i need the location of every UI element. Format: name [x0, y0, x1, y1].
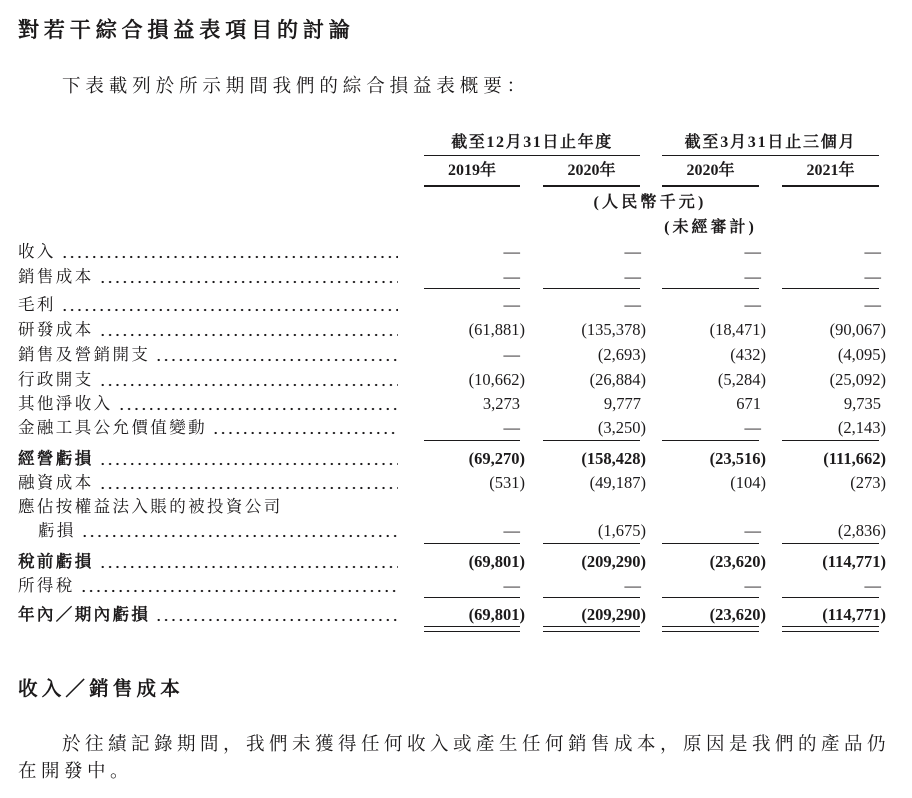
row-value: (69,801) — [468, 605, 525, 624]
row-value: (2,143) — [837, 418, 886, 437]
row-value: — — [744, 418, 761, 437]
row-value: — — [624, 295, 641, 314]
rule-segment — [782, 597, 879, 598]
rule-segment — [662, 597, 759, 598]
period-header-quarterly: 截至3月31日止三個月 — [684, 134, 857, 151]
dot-leader — [79, 519, 398, 543]
row-value: (3,250) — [597, 418, 646, 437]
row-value: (69,801) — [468, 552, 525, 571]
row-value: (23,620) — [709, 552, 766, 571]
row-value: — — [503, 295, 520, 314]
year-header-rule — [782, 185, 879, 187]
row-value: — — [744, 521, 761, 540]
row-value: (135,378) — [581, 320, 646, 339]
table-row — [0, 392, 912, 416]
subtotal-rule — [0, 543, 912, 549]
row-value: 9,735 — [843, 394, 881, 413]
row-value: 3,273 — [482, 394, 520, 413]
row-value: (23,516) — [709, 449, 766, 468]
row-label: 銷售成本 — [18, 267, 94, 286]
row-label-cell — [18, 471, 398, 495]
row-label: 其他淨收入 — [18, 394, 113, 413]
row-label: 金融工具公允價值變動 — [18, 418, 207, 437]
row-label: 研發成本 — [18, 320, 94, 339]
row-value: (158,428) — [581, 449, 646, 468]
dot-leader — [210, 416, 398, 440]
rule-segment — [782, 288, 879, 289]
rule-segment — [662, 626, 759, 632]
row-label-cell — [18, 265, 398, 289]
year-header: 2020年 — [686, 162, 735, 179]
row-value: (69,270) — [468, 449, 525, 468]
row-label: 銷售及營銷開支 — [18, 345, 151, 364]
dot-leader — [116, 392, 399, 416]
row-label-cell — [18, 495, 398, 519]
row-value: (25,092) — [829, 370, 886, 389]
rule-segment — [424, 543, 520, 544]
row-label-cell — [18, 240, 398, 264]
row-value: (114,771) — [822, 605, 886, 624]
dot-leader — [97, 471, 398, 495]
row-value: (90,067) — [829, 320, 886, 339]
table-row — [0, 519, 912, 543]
row-value: (209,290) — [581, 552, 646, 571]
row-value: — — [503, 267, 520, 286]
row-label-cell — [18, 603, 398, 627]
table-row-label-line — [0, 495, 912, 519]
row-label-cell — [18, 447, 398, 471]
dot-leader — [97, 550, 398, 574]
row-label-cell — [18, 574, 398, 598]
row-value: (23,620) — [709, 605, 766, 624]
row-label-cell — [18, 416, 398, 440]
unaudited-note: (未經審計) — [664, 219, 757, 236]
row-label: 毛利 — [18, 295, 56, 314]
table-row — [0, 471, 912, 495]
rule-segment — [543, 626, 640, 632]
table-row — [0, 416, 912, 440]
currency-unit-note: (人民幣千元) — [593, 194, 707, 211]
period-header-annual: 截至12月31日止年度 — [451, 134, 613, 151]
row-value: (61,881) — [468, 320, 525, 339]
row-value: (273) — [850, 473, 886, 492]
row-label-cell — [38, 519, 398, 543]
row-value: — — [624, 267, 641, 286]
table-row — [0, 368, 912, 392]
row-value: (531) — [489, 473, 525, 492]
row-value: (49,187) — [589, 473, 646, 492]
row-value: (209,290) — [581, 605, 646, 624]
row-label: 收入 — [18, 242, 56, 261]
rule-segment — [782, 440, 879, 441]
table-row — [0, 574, 912, 598]
row-value: — — [744, 576, 761, 595]
table-row — [0, 318, 912, 342]
row-label: 年內／期內虧損 — [18, 605, 151, 624]
header-group-rule — [424, 155, 640, 156]
rule-segment — [543, 543, 640, 544]
row-label: 應佔按權益法入賬的被投資公司 — [18, 497, 283, 516]
rule-segment — [424, 597, 520, 598]
row-value: — — [624, 242, 641, 261]
intro-text: 下表載列於所示期間我們的綜合損益表概要： — [62, 77, 531, 97]
row-value: — — [744, 267, 761, 286]
dot-leader — [59, 293, 398, 317]
dot-leader — [153, 343, 398, 367]
row-value: — — [624, 576, 641, 595]
rule-segment — [662, 543, 759, 544]
row-label-cell — [18, 550, 398, 574]
table-row — [0, 343, 912, 367]
row-value: (5,284) — [717, 370, 766, 389]
subsection-heading: 收入／銷售成本 — [18, 679, 184, 700]
row-label-cell — [18, 293, 398, 317]
year-header: 2019年 — [447, 162, 496, 179]
row-value: — — [503, 576, 520, 595]
row-value: — — [503, 242, 520, 261]
table-row — [0, 265, 912, 289]
rule-segment — [782, 626, 879, 632]
row-label: 所得稅 — [18, 576, 75, 595]
total-double-rule — [0, 626, 912, 632]
row-value: — — [744, 295, 761, 314]
row-value: (2,836) — [837, 521, 886, 540]
rule-segment — [662, 288, 759, 289]
row-value: — — [864, 576, 881, 595]
row-value: — — [503, 418, 520, 437]
table-row — [0, 293, 912, 317]
table-row-subtotal — [0, 447, 912, 471]
row-value: 9,777 — [603, 394, 641, 413]
rule-segment — [782, 543, 879, 544]
row-value: — — [864, 267, 881, 286]
row-value: (114,771) — [822, 552, 886, 571]
row-value: (10,662) — [468, 370, 525, 389]
row-label: 稅前虧損 — [18, 552, 94, 571]
row-value: — — [744, 242, 761, 261]
rule-segment — [543, 597, 640, 598]
dot-leader — [97, 447, 398, 471]
row-value: (26,884) — [589, 370, 646, 389]
rule-segment — [424, 626, 520, 632]
row-label: 經營虧損 — [18, 449, 94, 468]
row-value: (18,471) — [709, 320, 766, 339]
dot-leader — [97, 265, 398, 289]
year-header: 2021年 — [806, 162, 855, 179]
dot-leader — [78, 574, 398, 598]
section-title: 對若干綜合損益表項目的討論 — [18, 18, 355, 42]
body-paragraph: 於往績記錄期間，我們未獲得任何收入或產生任何銷售成本，原因是我們的產品仍在開發中。 — [18, 735, 891, 782]
rule-segment — [662, 440, 759, 441]
year-header-rule — [662, 185, 759, 187]
row-value: — — [503, 345, 520, 364]
row-value: — — [503, 521, 520, 540]
header-group-rule — [662, 155, 879, 156]
row-value: — — [864, 242, 881, 261]
rule-segment — [424, 288, 520, 289]
row-label-cell — [18, 392, 398, 416]
row-value: (2,693) — [597, 345, 646, 364]
year-header: 2020年 — [567, 162, 616, 179]
row-label-cell — [18, 368, 398, 392]
dot-leader — [59, 240, 398, 264]
dot-leader — [153, 603, 398, 627]
row-label: 行政開支 — [18, 370, 94, 389]
row-label-cell — [18, 318, 398, 342]
row-label: 融資成本 — [18, 473, 94, 492]
table-row-total — [0, 603, 912, 627]
row-value: 671 — [736, 394, 761, 413]
row-value: (4,095) — [837, 345, 886, 364]
row-label-continuation: 虧損 — [38, 521, 76, 540]
year-header-rule — [424, 185, 520, 187]
row-value: — — [864, 295, 881, 314]
rule-segment — [424, 440, 520, 441]
table-row-subtotal — [0, 550, 912, 574]
row-value: (104) — [730, 473, 766, 492]
rule-segment — [543, 440, 640, 441]
row-value: (1,675) — [597, 521, 646, 540]
year-header-rule — [543, 185, 640, 187]
row-value: (111,662) — [823, 449, 886, 468]
subtotal-rule — [0, 440, 912, 446]
row-label-cell — [18, 343, 398, 367]
dot-leader — [97, 368, 398, 392]
table-row — [0, 240, 912, 264]
row-value: (432) — [730, 345, 766, 364]
rule-segment — [543, 288, 640, 289]
dot-leader — [97, 318, 398, 342]
